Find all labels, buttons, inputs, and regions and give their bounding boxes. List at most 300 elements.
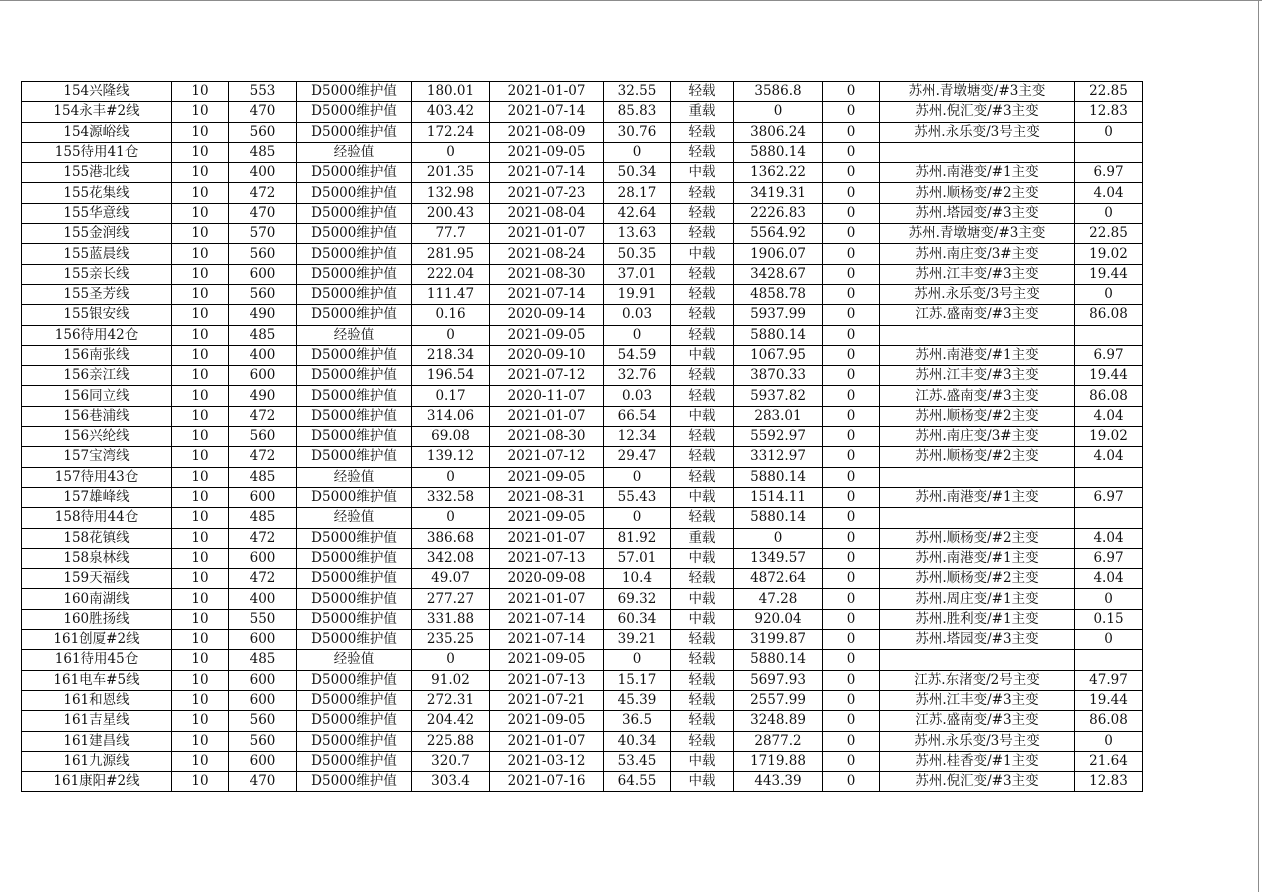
zero-cell: 0 bbox=[823, 345, 880, 365]
transformer-value-cell bbox=[1075, 650, 1143, 670]
load-status-cell: 轻载 bbox=[671, 630, 734, 650]
load-status-cell: 中载 bbox=[671, 589, 734, 609]
line-name-cell: 154源峪线 bbox=[22, 122, 172, 142]
table-row bbox=[22, 163, 1143, 183]
table-row bbox=[22, 142, 1143, 162]
margin-cell: 0 bbox=[734, 528, 823, 548]
capacity-cell: 472 bbox=[229, 569, 297, 589]
capacity-cell: 560 bbox=[229, 711, 297, 731]
capacity-cell: 400 bbox=[229, 163, 297, 183]
date-cell: 2021-07-14 bbox=[490, 630, 604, 650]
voltage-cell: 10 bbox=[172, 609, 229, 629]
source-cell: D5000维护值 bbox=[297, 711, 412, 731]
date-cell: 2021-07-14 bbox=[490, 102, 604, 122]
load-rate-cell: 32.55 bbox=[604, 82, 671, 102]
table-row bbox=[22, 386, 1143, 406]
load-rate-cell: 36.5 bbox=[604, 711, 671, 731]
table-row bbox=[22, 183, 1143, 203]
transformer-value-cell: 6.97 bbox=[1075, 345, 1143, 365]
capacity-cell: 560 bbox=[229, 427, 297, 447]
transformer-cell: 苏州.青墩塘变/#3主变 bbox=[880, 82, 1075, 102]
transformer-value-cell: 12.83 bbox=[1075, 102, 1143, 122]
load-status-cell: 重载 bbox=[671, 102, 734, 122]
transformer-cell bbox=[880, 508, 1075, 528]
margin-cell: 1349.57 bbox=[734, 548, 823, 568]
transformer-value-cell: 6.97 bbox=[1075, 487, 1143, 507]
transformer-cell: 苏州.南港变/#1主变 bbox=[880, 548, 1075, 568]
transformer-value-cell bbox=[1075, 508, 1143, 528]
transformer-cell: 苏州.胜利变/#1主变 bbox=[880, 609, 1075, 629]
source-cell: D5000维护值 bbox=[297, 82, 412, 102]
zero-cell: 0 bbox=[823, 670, 880, 690]
capacity-cell: 600 bbox=[229, 670, 297, 690]
line-name-cell: 161九源线 bbox=[22, 751, 172, 771]
zero-cell: 0 bbox=[823, 122, 880, 142]
transformer-cell: 江苏.盛南变/#3主变 bbox=[880, 305, 1075, 325]
line-name-cell: 161建昌线 bbox=[22, 731, 172, 751]
load-rate-cell: 19.91 bbox=[604, 284, 671, 304]
load-status-cell: 轻载 bbox=[671, 670, 734, 690]
table-row bbox=[22, 731, 1143, 751]
capacity-cell: 485 bbox=[229, 650, 297, 670]
margin-cell: 3428.67 bbox=[734, 264, 823, 284]
load-status-cell: 轻载 bbox=[671, 264, 734, 284]
transformer-value-cell: 6.97 bbox=[1075, 163, 1143, 183]
capacity-cell: 600 bbox=[229, 690, 297, 710]
line-name-cell: 156巷浦线 bbox=[22, 406, 172, 426]
line-name-cell: 156亲江线 bbox=[22, 366, 172, 386]
source-cell: 经验值 bbox=[297, 467, 412, 487]
value-cell: 386.68 bbox=[412, 528, 490, 548]
source-cell: 经验值 bbox=[297, 508, 412, 528]
table-row bbox=[22, 548, 1143, 568]
voltage-cell: 10 bbox=[172, 183, 229, 203]
value-cell: 91.02 bbox=[412, 670, 490, 690]
load-rate-cell: 54.59 bbox=[604, 345, 671, 365]
line-name-cell: 156南张线 bbox=[22, 345, 172, 365]
value-cell: 0 bbox=[412, 142, 490, 162]
table-row bbox=[22, 284, 1143, 304]
voltage-cell: 10 bbox=[172, 284, 229, 304]
voltage-cell: 10 bbox=[172, 427, 229, 447]
table-row bbox=[22, 325, 1143, 345]
capacity-cell: 472 bbox=[229, 447, 297, 467]
transformer-value-cell: 19.44 bbox=[1075, 264, 1143, 284]
transformer-value-cell: 0 bbox=[1075, 284, 1143, 304]
date-cell: 2020-09-10 bbox=[490, 345, 604, 365]
transformer-value-cell: 19.02 bbox=[1075, 244, 1143, 264]
margin-cell: 5880.14 bbox=[734, 508, 823, 528]
load-status-cell: 重载 bbox=[671, 528, 734, 548]
date-cell: 2021-03-12 bbox=[490, 751, 604, 771]
voltage-cell: 10 bbox=[172, 589, 229, 609]
margin-cell: 5880.14 bbox=[734, 325, 823, 345]
margin-cell: 2557.99 bbox=[734, 690, 823, 710]
load-rate-cell: 55.43 bbox=[604, 487, 671, 507]
transformer-cell bbox=[880, 142, 1075, 162]
voltage-cell: 10 bbox=[172, 569, 229, 589]
value-cell: 331.88 bbox=[412, 609, 490, 629]
table-row bbox=[22, 82, 1143, 102]
zero-cell: 0 bbox=[823, 589, 880, 609]
zero-cell: 0 bbox=[823, 467, 880, 487]
transformer-cell: 苏州.倪汇变/#3主变 bbox=[880, 772, 1075, 792]
capacity-cell: 600 bbox=[229, 751, 297, 771]
load-status-cell: 轻载 bbox=[671, 427, 734, 447]
load-rate-cell: 66.54 bbox=[604, 406, 671, 426]
margin-cell: 920.04 bbox=[734, 609, 823, 629]
transformer-value-cell: 0.15 bbox=[1075, 609, 1143, 629]
capacity-cell: 470 bbox=[229, 203, 297, 223]
capacity-cell: 600 bbox=[229, 487, 297, 507]
source-cell: D5000维护值 bbox=[297, 589, 412, 609]
table-row bbox=[22, 427, 1143, 447]
source-cell: D5000维护值 bbox=[297, 264, 412, 284]
load-status-cell: 中载 bbox=[671, 487, 734, 507]
value-cell: 303.4 bbox=[412, 772, 490, 792]
value-cell: 132.98 bbox=[412, 183, 490, 203]
margin-cell: 3199.87 bbox=[734, 630, 823, 650]
source-cell: D5000维护值 bbox=[297, 305, 412, 325]
line-name-cell: 156同立线 bbox=[22, 386, 172, 406]
load-status-cell: 轻载 bbox=[671, 224, 734, 244]
line-name-cell: 155银安线 bbox=[22, 305, 172, 325]
source-cell: D5000维护值 bbox=[297, 122, 412, 142]
transformer-value-cell: 0 bbox=[1075, 731, 1143, 751]
voltage-cell: 10 bbox=[172, 244, 229, 264]
load-rate-cell: 15.17 bbox=[604, 670, 671, 690]
transformer-cell: 苏州.永乐变/3号主变 bbox=[880, 284, 1075, 304]
capacity-cell: 472 bbox=[229, 183, 297, 203]
date-cell: 2021-07-14 bbox=[490, 163, 604, 183]
source-cell: 经验值 bbox=[297, 325, 412, 345]
date-cell: 2021-08-30 bbox=[490, 264, 604, 284]
value-cell: 0 bbox=[412, 508, 490, 528]
value-cell: 111.47 bbox=[412, 284, 490, 304]
transformer-cell: 江苏.东渚变/2号主变 bbox=[880, 670, 1075, 690]
zero-cell: 0 bbox=[823, 386, 880, 406]
value-cell: 0 bbox=[412, 650, 490, 670]
date-cell: 2021-01-07 bbox=[490, 406, 604, 426]
line-name-cell: 157待用43仓 bbox=[22, 467, 172, 487]
table-row bbox=[22, 650, 1143, 670]
transformer-value-cell bbox=[1075, 467, 1143, 487]
transformer-cell bbox=[880, 467, 1075, 487]
value-cell: 272.31 bbox=[412, 690, 490, 710]
value-cell: 403.42 bbox=[412, 102, 490, 122]
capacity-cell: 485 bbox=[229, 142, 297, 162]
capacity-cell: 400 bbox=[229, 345, 297, 365]
date-cell: 2021-07-14 bbox=[490, 284, 604, 304]
zero-cell: 0 bbox=[823, 82, 880, 102]
margin-cell: 0 bbox=[734, 102, 823, 122]
transformer-value-cell: 86.08 bbox=[1075, 711, 1143, 731]
load-status-cell: 轻载 bbox=[671, 731, 734, 751]
margin-cell: 5880.14 bbox=[734, 650, 823, 670]
voltage-cell: 10 bbox=[172, 142, 229, 162]
margin-cell: 4872.64 bbox=[734, 569, 823, 589]
zero-cell: 0 bbox=[823, 772, 880, 792]
load-rate-cell: 12.34 bbox=[604, 427, 671, 447]
load-rate-cell: 10.4 bbox=[604, 569, 671, 589]
table-row bbox=[22, 345, 1143, 365]
date-cell: 2021-08-04 bbox=[490, 203, 604, 223]
source-cell: D5000维护值 bbox=[297, 203, 412, 223]
table-row bbox=[22, 751, 1143, 771]
load-rate-cell: 69.32 bbox=[604, 589, 671, 609]
table-row bbox=[22, 305, 1143, 325]
transformer-cell: 苏州.倪汇变/#3主变 bbox=[880, 102, 1075, 122]
capacity-cell: 400 bbox=[229, 589, 297, 609]
transformer-cell: 苏州.顺杨变/#2主变 bbox=[880, 406, 1075, 426]
source-cell: D5000维护值 bbox=[297, 731, 412, 751]
value-cell: 235.25 bbox=[412, 630, 490, 650]
load-rate-cell: 37.01 bbox=[604, 264, 671, 284]
voltage-cell: 10 bbox=[172, 711, 229, 731]
zero-cell: 0 bbox=[823, 264, 880, 284]
table-row bbox=[22, 244, 1143, 264]
line-name-cell: 161吉星线 bbox=[22, 711, 172, 731]
value-cell: 77.7 bbox=[412, 224, 490, 244]
load-status-cell: 中载 bbox=[671, 163, 734, 183]
load-rate-cell: 0 bbox=[604, 467, 671, 487]
zero-cell: 0 bbox=[823, 224, 880, 244]
transformer-value-cell: 86.08 bbox=[1075, 305, 1143, 325]
source-cell: D5000维护值 bbox=[297, 528, 412, 548]
voltage-cell: 10 bbox=[172, 203, 229, 223]
load-status-cell: 轻载 bbox=[671, 650, 734, 670]
value-cell: 69.08 bbox=[412, 427, 490, 447]
voltage-cell: 10 bbox=[172, 325, 229, 345]
zero-cell: 0 bbox=[823, 751, 880, 771]
load-rate-cell: 50.34 bbox=[604, 163, 671, 183]
transformer-value-cell: 21.64 bbox=[1075, 751, 1143, 771]
transformer-value-cell: 19.02 bbox=[1075, 427, 1143, 447]
transformer-cell: 苏州.南港变/#1主变 bbox=[880, 345, 1075, 365]
source-cell: D5000维护值 bbox=[297, 102, 412, 122]
margin-cell: 1362.22 bbox=[734, 163, 823, 183]
line-name-cell: 155华意线 bbox=[22, 203, 172, 223]
transformer-cell: 苏州.永乐变/3号主变 bbox=[880, 122, 1075, 142]
zero-cell: 0 bbox=[823, 447, 880, 467]
margin-cell: 1906.07 bbox=[734, 244, 823, 264]
transformer-value-cell: 4.04 bbox=[1075, 447, 1143, 467]
load-status-cell: 轻载 bbox=[671, 203, 734, 223]
table-row bbox=[22, 690, 1143, 710]
value-cell: 196.54 bbox=[412, 366, 490, 386]
margin-cell: 3419.31 bbox=[734, 183, 823, 203]
voltage-cell: 10 bbox=[172, 467, 229, 487]
transformer-cell: 苏州.南港变/#1主变 bbox=[880, 163, 1075, 183]
table-row bbox=[22, 447, 1143, 467]
voltage-cell: 10 bbox=[172, 508, 229, 528]
zero-cell: 0 bbox=[823, 284, 880, 304]
date-cell: 2021-07-12 bbox=[490, 366, 604, 386]
value-cell: 314.06 bbox=[412, 406, 490, 426]
line-name-cell: 158花镇线 bbox=[22, 528, 172, 548]
voltage-cell: 10 bbox=[172, 670, 229, 690]
source-cell: D5000维护值 bbox=[297, 183, 412, 203]
source-cell: D5000维护值 bbox=[297, 447, 412, 467]
transformer-value-cell: 4.04 bbox=[1075, 183, 1143, 203]
line-name-cell: 157雄峰线 bbox=[22, 487, 172, 507]
date-cell: 2021-07-16 bbox=[490, 772, 604, 792]
date-cell: 2021-01-07 bbox=[490, 82, 604, 102]
load-status-cell: 轻载 bbox=[671, 366, 734, 386]
source-cell: D5000维护值 bbox=[297, 163, 412, 183]
voltage-cell: 10 bbox=[172, 345, 229, 365]
zero-cell: 0 bbox=[823, 325, 880, 345]
line-name-cell: 155花集线 bbox=[22, 183, 172, 203]
transformer-value-cell: 4.04 bbox=[1075, 406, 1143, 426]
voltage-cell: 10 bbox=[172, 305, 229, 325]
load-status-cell: 中载 bbox=[671, 406, 734, 426]
source-cell: D5000维护值 bbox=[297, 386, 412, 406]
transformer-cell: 苏州.顺杨变/#2主变 bbox=[880, 569, 1075, 589]
date-cell: 2021-09-05 bbox=[490, 650, 604, 670]
load-rate-cell: 30.76 bbox=[604, 122, 671, 142]
zero-cell: 0 bbox=[823, 711, 880, 731]
margin-cell: 5564.92 bbox=[734, 224, 823, 244]
voltage-cell: 10 bbox=[172, 366, 229, 386]
line-name-cell: 161电车#5线 bbox=[22, 670, 172, 690]
zero-cell: 0 bbox=[823, 203, 880, 223]
zero-cell: 0 bbox=[823, 548, 880, 568]
transformer-value-cell: 0 bbox=[1075, 122, 1143, 142]
transformer-cell: 苏州.江丰变/#3主变 bbox=[880, 264, 1075, 284]
transformer-value-cell: 0 bbox=[1075, 630, 1143, 650]
zero-cell: 0 bbox=[823, 569, 880, 589]
source-cell: D5000维护值 bbox=[297, 690, 412, 710]
source-cell: D5000维护值 bbox=[297, 345, 412, 365]
transformer-cell bbox=[880, 650, 1075, 670]
transformer-value-cell: 12.83 bbox=[1075, 772, 1143, 792]
table-row bbox=[22, 589, 1143, 609]
line-name-cell: 155待用41仓 bbox=[22, 142, 172, 162]
line-name-cell: 159天福线 bbox=[22, 569, 172, 589]
value-cell: 342.08 bbox=[412, 548, 490, 568]
date-cell: 2021-09-05 bbox=[490, 711, 604, 731]
margin-cell: 4858.78 bbox=[734, 284, 823, 304]
source-cell: D5000维护值 bbox=[297, 630, 412, 650]
capacity-cell: 560 bbox=[229, 244, 297, 264]
transformer-value-cell bbox=[1075, 325, 1143, 345]
load-status-cell: 轻载 bbox=[671, 82, 734, 102]
voltage-cell: 10 bbox=[172, 731, 229, 751]
value-cell: 180.01 bbox=[412, 82, 490, 102]
transformer-value-cell: 47.97 bbox=[1075, 670, 1143, 690]
transformer-value-cell: 19.44 bbox=[1075, 690, 1143, 710]
capacity-cell: 470 bbox=[229, 102, 297, 122]
transformer-value-cell: 22.85 bbox=[1075, 224, 1143, 244]
date-cell: 2021-07-21 bbox=[490, 690, 604, 710]
load-rate-cell: 42.64 bbox=[604, 203, 671, 223]
value-cell: 218.34 bbox=[412, 345, 490, 365]
value-cell: 332.58 bbox=[412, 487, 490, 507]
line-name-cell: 155金润线 bbox=[22, 224, 172, 244]
line-name-cell: 161创厦#2线 bbox=[22, 630, 172, 650]
table-row bbox=[22, 711, 1143, 731]
table-row bbox=[22, 569, 1143, 589]
date-cell: 2021-07-13 bbox=[490, 670, 604, 690]
load-status-cell: 轻载 bbox=[671, 711, 734, 731]
margin-cell: 5697.93 bbox=[734, 670, 823, 690]
voltage-cell: 10 bbox=[172, 650, 229, 670]
load-status-cell: 中载 bbox=[671, 548, 734, 568]
load-rate-cell: 60.34 bbox=[604, 609, 671, 629]
voltage-cell: 10 bbox=[172, 772, 229, 792]
date-cell: 2021-08-24 bbox=[490, 244, 604, 264]
transformer-cell: 苏州.顺杨变/#2主变 bbox=[880, 183, 1075, 203]
margin-cell: 5880.14 bbox=[734, 142, 823, 162]
margin-cell: 2226.83 bbox=[734, 203, 823, 223]
table-row bbox=[22, 670, 1143, 690]
load-rate-cell: 81.92 bbox=[604, 528, 671, 548]
margin-cell: 5592.97 bbox=[734, 427, 823, 447]
margin-cell: 2877.2 bbox=[734, 731, 823, 751]
capacity-cell: 570 bbox=[229, 224, 297, 244]
source-cell: D5000维护值 bbox=[297, 427, 412, 447]
date-cell: 2021-09-05 bbox=[490, 467, 604, 487]
zero-cell: 0 bbox=[823, 731, 880, 751]
transformer-value-cell: 86.08 bbox=[1075, 386, 1143, 406]
voltage-cell: 10 bbox=[172, 630, 229, 650]
load-status-cell: 轻载 bbox=[671, 467, 734, 487]
margin-cell: 3248.89 bbox=[734, 711, 823, 731]
source-cell: D5000维护值 bbox=[297, 366, 412, 386]
source-cell: D5000维护值 bbox=[297, 548, 412, 568]
margin-cell: 1067.95 bbox=[734, 345, 823, 365]
value-cell: 200.43 bbox=[412, 203, 490, 223]
value-cell: 139.12 bbox=[412, 447, 490, 467]
date-cell: 2021-09-05 bbox=[490, 325, 604, 345]
margin-cell: 3312.97 bbox=[734, 447, 823, 467]
capacity-cell: 560 bbox=[229, 122, 297, 142]
value-cell: 281.95 bbox=[412, 244, 490, 264]
capacity-cell: 550 bbox=[229, 609, 297, 629]
line-name-cell: 155亲长线 bbox=[22, 264, 172, 284]
date-cell: 2021-07-14 bbox=[490, 609, 604, 629]
line-name-cell: 161和恩线 bbox=[22, 690, 172, 710]
date-cell: 2021-01-07 bbox=[490, 224, 604, 244]
table-row bbox=[22, 203, 1143, 223]
load-status-cell: 中载 bbox=[671, 772, 734, 792]
table-row bbox=[22, 630, 1143, 650]
capacity-cell: 560 bbox=[229, 284, 297, 304]
margin-cell: 3806.24 bbox=[734, 122, 823, 142]
transformer-cell: 苏州.周庄变/#1主变 bbox=[880, 589, 1075, 609]
table-row bbox=[22, 102, 1143, 122]
load-status-cell: 轻载 bbox=[671, 690, 734, 710]
load-status-cell: 轻载 bbox=[671, 325, 734, 345]
margin-cell: 5880.14 bbox=[734, 467, 823, 487]
date-cell: 2021-07-12 bbox=[490, 447, 604, 467]
page-right-edge bbox=[1258, 0, 1259, 892]
line-name-cell: 160胜扬线 bbox=[22, 609, 172, 629]
source-cell: D5000维护值 bbox=[297, 670, 412, 690]
line-name-cell: 161待用45仓 bbox=[22, 650, 172, 670]
zero-cell: 0 bbox=[823, 650, 880, 670]
capacity-cell: 472 bbox=[229, 406, 297, 426]
transformer-cell: 苏州.顺杨变/#2主变 bbox=[880, 447, 1075, 467]
source-cell: D5000维护值 bbox=[297, 244, 412, 264]
transformer-cell: 苏州.江丰变/#3主变 bbox=[880, 366, 1075, 386]
value-cell: 172.24 bbox=[412, 122, 490, 142]
zero-cell: 0 bbox=[823, 487, 880, 507]
load-rate-cell: 29.47 bbox=[604, 447, 671, 467]
value-cell: 0.17 bbox=[412, 386, 490, 406]
line-name-cell: 160南湖线 bbox=[22, 589, 172, 609]
